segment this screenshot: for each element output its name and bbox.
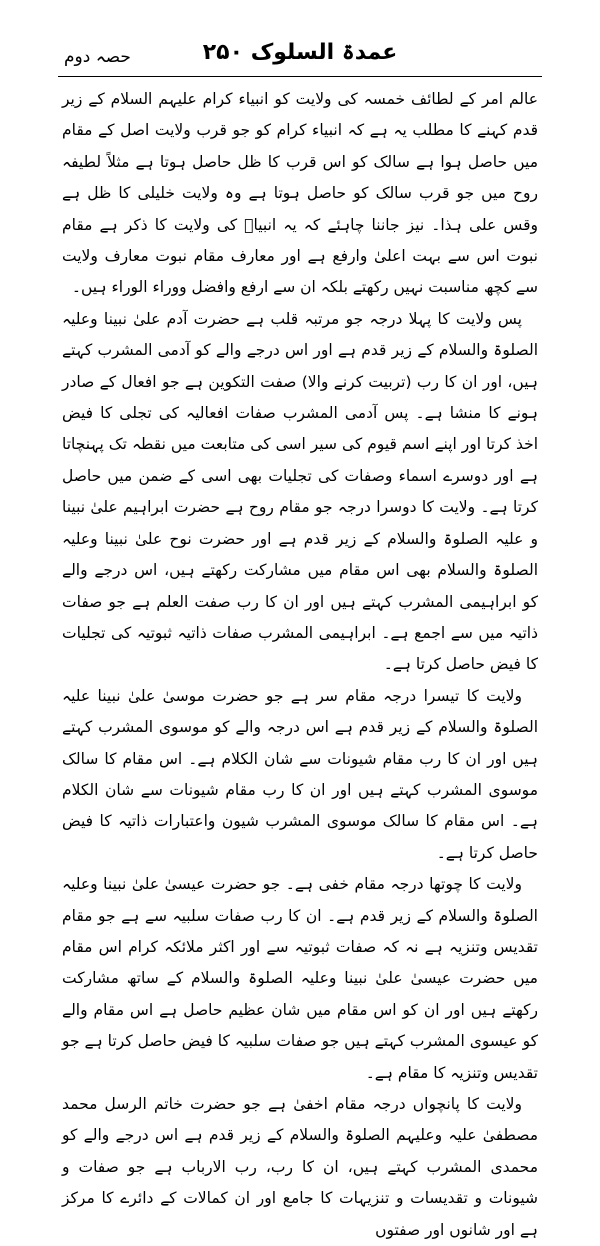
header-divider: [58, 76, 542, 77]
paragraph: عالم امر کے لطائف خمسہ کی ولایت کو انبیاء کرام علیہم السلام کے زیر قدم کہنے کا مطلب یہ ہے کہ انبیاء کرام کو جو قرب ولایت اصل کے مقام میں حاصل ہوا ہے سالک کو اس قرب کا ظل حاصل ہوتا ہے مثلاً لطیفہ روح میں جو قرب سالک کو حاصل ہوتا ہے وہ ولایت خلیلی کا ظل ہے وقس علی ہذا۔ نیز جاننا چاہئے کہ یہ انبیاؑ کی ولایت کا ذکر ہے مقام نبوت اس سے بہت اعلیٰ وارفع ہے اور معارف مقام نبوت معارف ولایت سے کچھ مناسبت نہیں رکھتے بلکہ ان سے ارفع وافضل ووراء الوراء ہیں۔: [62, 90, 538, 297]
page-body: [62, 84, 538, 1246]
paragraph: ولایت کا چوتھا درجہ مقام خفی ہے۔ جو حضرت عیسیٰ علیٰ نبینا وعلیہ الصلوۃ والسلام کے زیر قدم ہے۔ ان کا رب صفات سلبیہ سے ہے جو مقام تقدیس وتنزیہ ہے نہ کہ صفات ثبوتیہ سے اور اکثر ملائکہ کرام اس مقام میں حضرت عیسیٰ علیٰ نبینا وعلیہ الصلوۃ والسلام کے ساتھ مشارکت رکھتے ہیں اور ان کو اس مقام میں شان عظیم حاصل ہے اس مقام والے کو عیسوی المشرب کہتے ہیں جو صفات سلبیہ کا فیض حاصل کرتا ہے جو تقدیس وتنزیہ کا مقام ہے۔: [62, 875, 538, 1082]
paragraph: ولایت کا تیسرا درجہ مقام سر ہے جو حضرت موسیٰ علیٰ نبینا علیہ الصلوۃ والسلام کے زیر قدم ہے اس درجہ والے کو موسوی المشرب کہتے ہیں اور ان کا رب مقام شیونات سے شان الکلام ہے۔ اس مقام کا سالک موسوی المشرب کہتے ہیں اور ان کا رب مقام شیونات سے شان الکلام ہے۔ اس مقام کا سالک موسوی المشرب شیون واعتبارات ذاتیہ کا فیض حاصل کرتا ہے۔: [62, 686, 538, 862]
paragraph: پس ولایت کا پہلا درجہ جو مرتبہ قلب ہے حضرت آدم علیٰ نبینا وعلیہ الصلوۃ والسلام کے زیر قدم ہے اور اس درجے والے کو آدمی المشرب کہتے ہیں، اور ان کا رب (تربیت کرنے والا) صفت التکوین ہے جو افعال کے صادر ہونے کا منشا ہے۔ پس آدمی المشرب صفات افعالیہ کی تجلی کا فیض اخذ کرتا اور اپنے اسم قیوم کی سیر اسی کی متابعت میں نقطہ تک پہنچاتا ہے اور دوسرے اسماء وصفات کی تجلیات بھی اسی کے ضمن میں حاصل کرتا ہے۔ ولایت کا دوسرا درجہ جو مقام روح ہے حضرت ابراہیم علیٰ نبینا و علیہ الصلوۃ والسلام کے زیر قدم ہے اور حضرت نوح علیٰ نبینا وعلیہ الصلوۃ والسلام بھی اس مقام میں مشارکت رکھتے ہیں، اس درجے والے کو ابراہیمی المشرب کہتے ہیں اور ان کا رب صفت العلم ہے جو صفات ذاتیہ میں سے اجمع ہے۔ ابراہیمی المشرب صفات ذاتیہ ثبوتیہ کی تجلیات کا فیض حاصل کرتا ہے۔: [62, 309, 538, 674]
header-section-label: حصہ دوم: [64, 47, 131, 67]
page-header: [58, 40, 542, 74]
paragraph: ولایت کا پانچواں درجہ مقام اخفیٰ ہے جو حضرت خاتم الرسل محمد مصطفیٰ علیہ وعلیہم الصلوۃ والسلام کے زیر قدم ہے اس درجے والے کو محمدی المشرب کہتے ہیں، ان کا رب، رب الارباب ہے جو صفات و شیونات و تقدیسات و تنزیہات کا جامع اور ان کمالات کے دائرے کا مرکز ہے اور شانوں اور صفتوں: [62, 1095, 538, 1239]
header-book-title: عمدۃ السلوک ۲۵۰: [202, 40, 398, 65]
